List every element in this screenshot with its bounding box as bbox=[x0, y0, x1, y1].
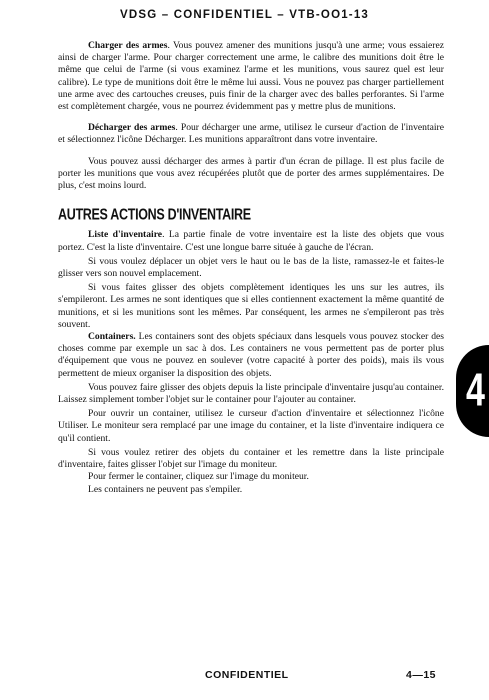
text-charger: . Vous pouvez amener des munitions jusqu'à une arme; vous essaierez ainsi de charger l'arme. Pour charger correctement une arme, le calibre des munitions doit être le même que celui de l'arme (si vous examinez l'arme et les munitions, vous saurez quel est leur calibre). Le type de munitions doit être le même lui aussi. Vous ne pouvez pas charger partiellement une arme avec des cartouches creuses, puis finir de la charger avec des balles perforantes. Si l'arme est complètement chargée, vous ne pourrez évidemment pas y mettre plus de munitions. bbox=[58, 40, 444, 113]
text-decharger: . Pour décharger une arme, utilisez le curseur d'action de l'inventaire et sélectionnez l'icône Décharger. Les munitions apparaîtront dans votre inventaire. bbox=[58, 122, 444, 146]
chapter-number: 4 bbox=[466, 364, 485, 416]
paragraph-liste-3: Si vous faites glisser des objets complètement identiques les uns sur les autres, ils s'empileront. Les armes ne sont identiques que si elles contiennent exactement la même quantité de munitions, et si les munitions sont les mêmes. Par conséquent, les armes ne s'empileront pas très souvent. bbox=[58, 282, 444, 330]
paragraph-containers-2: Vous pouvez faire glisser des objets depuis la liste principale d'inventaire jusqu'au container. Laissez simplement tomber l'objet sur le container pour l'ajouter au container. bbox=[58, 381, 444, 406]
term-decharger: Décharger des armes bbox=[88, 122, 176, 134]
paragraph-charger bbox=[58, 40, 444, 113]
paragraph-containers bbox=[58, 331, 444, 380]
chapter-tab bbox=[456, 345, 489, 437]
term-containers: Containers. bbox=[88, 331, 136, 343]
page-number: 4—15 bbox=[406, 669, 437, 681]
paragraph-decharger bbox=[58, 122, 444, 146]
paragraph-decharger-pillage: Vous pouvez aussi décharger des armes à partir d'un écran de pillage. Il est plus facile de porter les munitions que vous avez récupérées plutôt que de porter des armes supplémentaires. De plus, c'est moins lourd. bbox=[58, 155, 444, 192]
page-body bbox=[58, 40, 444, 496]
text-liste: . La partie finale de votre inventaire est la liste des objets que vous portez. C'est la liste d'inventaire. C'est une longue barre située à gauche de l'écran. bbox=[58, 229, 444, 253]
paragraph-containers-6: Les containers ne peuvent pas s'empiler. bbox=[88, 483, 243, 495]
paragraph-containers-4: Si vous voulez retirer des objets du container et les remettre dans la liste principale d'inventaire, faites glisser l'objet sur l'image du moniteur. bbox=[58, 446, 444, 471]
text-containers: Les containers sont des objets spéciaux dans lesquels vous pouvez stocker des choses comme par exemple un sac à dos. Les containers ne vous permettent pas de porter plus d'équipement que vous ne pouvez en soulever (votre capacité à porter des poids), mais ils vous permettent de mieux organiser la disposition des objets. bbox=[58, 331, 444, 379]
section-title: AUTRES ACTIONS D'INVENTAIRE bbox=[58, 205, 251, 224]
paragraph-containers-5: Pour fermer le container, cliquez sur l'image du moniteur. bbox=[88, 471, 309, 483]
paragraph-liste-2: Si vous voulez déplacer un objet vers le haut ou le bas de la liste, ramassez-le et faites-le glisser vers son nouvel emplacement. bbox=[58, 255, 444, 280]
paragraph-liste bbox=[58, 229, 444, 253]
page-header: VDSG – CONFIDENTIEL – VTB-OO1-13 bbox=[119, 9, 370, 21]
footer-label: CONFIDENTIEL bbox=[205, 669, 289, 681]
term-liste: Liste d'inventaire bbox=[88, 229, 163, 241]
paragraph-containers-3: Pour ouvrir un container, utilisez le curseur d'action d'inventaire et sélectionnez l'icône Utiliser. Le moniteur sera remplacé par une image du container, et la liste d'inventaire indiquera ce qu'il contient. bbox=[58, 408, 444, 444]
term-charger: Charger des armes bbox=[88, 40, 168, 51]
